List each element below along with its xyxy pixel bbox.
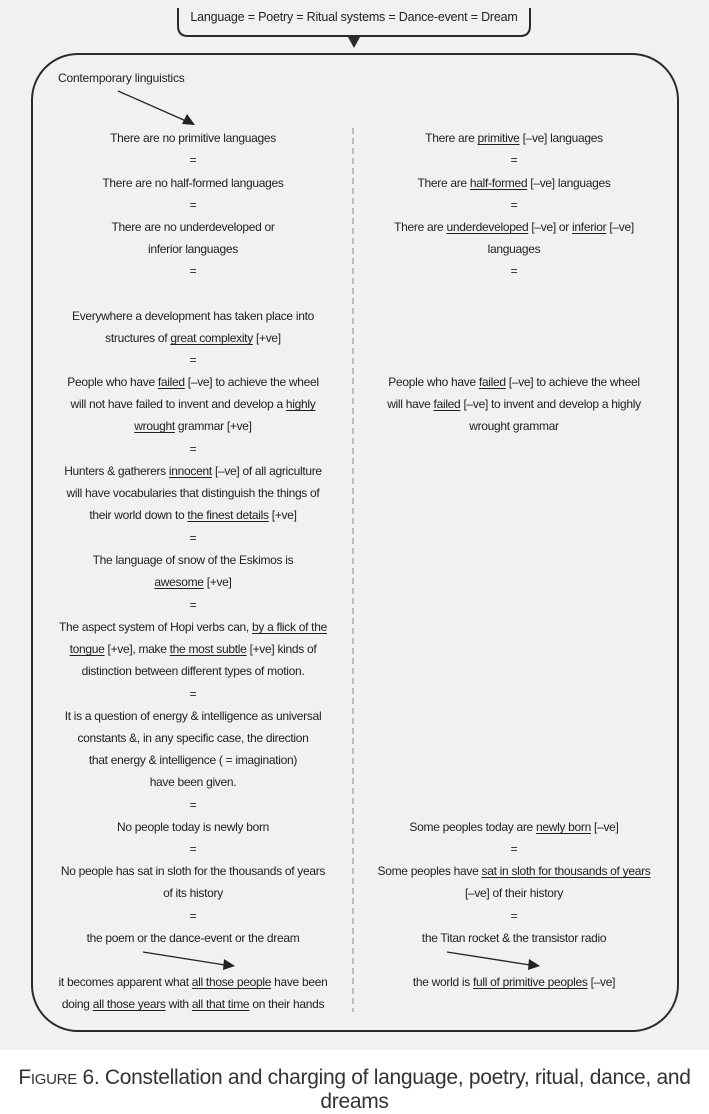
text-segment: Some peoples have [377,864,482,878]
text-segment: = [510,842,518,856]
text-segment: There are no primitive languages [110,131,276,145]
left-statement-l3 [43,172,343,194]
text-segment: There are [394,220,447,234]
underlined-phrase: half-formed [469,176,528,190]
text-segment: = [189,798,197,812]
text-segment: [–ve] [587,975,616,989]
text-segment: doing [61,997,93,1011]
left-statement-l9 [43,371,343,437]
text-segment: No people has sat in sloth for the thousands of years [60,864,326,878]
left-statement-l10 [43,438,343,460]
text-segment: [+ve] [268,508,297,522]
text-segment: = [189,842,197,856]
text-segment: There are no half-formed languages [102,176,284,190]
left-statement-l8 [43,349,343,371]
text-segment: = [510,264,518,278]
underlined-phrase: the finest details [187,508,269,522]
text-segment: structures of [105,331,171,345]
left-statement-l1 [43,127,343,149]
caption-initial: F [18,1066,31,1089]
underlined-phrase: all those years [92,997,166,1011]
text-segment: grammar [+ve] [174,419,252,433]
text-segment: = [510,198,518,212]
left-statement-l16 [43,683,343,705]
underlined-phrase: innocent [168,464,212,478]
text-segment: = [189,353,197,367]
context-arrow-line [118,91,186,121]
left-statement-l15 [43,616,343,682]
text-segment: = [189,442,197,456]
underlined-phrase: failed [157,375,185,389]
text-segment: People who have [67,375,158,389]
text-segment: There are no underdeveloped or [111,220,275,234]
caption-text: 6. Constellation and charging of language, poetry, ritual, dance, and dreams [76,1066,691,1113]
text-segment: [+ve] [252,331,281,345]
text-segment: [–ve] of their history [464,886,564,900]
left-statement-l12 [43,527,343,549]
underlined-phrase: primitive [477,131,520,145]
text-segment: [–ve] [606,220,634,234]
text-segment: People who have [388,375,479,389]
left-statement-l21 [43,860,343,904]
text-segment: languages [487,242,541,256]
text-segment: There are [417,176,470,190]
left-statement-l23 [43,927,343,949]
right-statement-r10 [364,860,664,904]
text-segment: of its history [163,886,223,900]
figure-caption [0,1066,709,1114]
header-title: Language = Poetry = Ritual systems = Dance-event = Dream [190,10,518,24]
text-segment: [–ve] to achieve the wheel [505,375,640,389]
right-bottom-arrow-line [447,952,530,965]
text-segment: [+ve] kinds of [246,642,317,656]
text-segment: = [189,909,197,923]
left-statement-l20 [43,838,343,860]
underlined-phrase: great complexity [170,331,253,345]
left-bottom-arrowhead [223,959,235,970]
header-pointer [348,37,360,48]
text-segment: The language of snow of the Eskimos is [92,553,294,567]
underlined-phrase: tongue [69,642,105,656]
underlined-phrase: full of primitive peoples [473,975,588,989]
underlined-phrase: by a flick of the [252,620,327,634]
text-segment: There are [425,131,478,145]
text-segment: = [189,198,197,212]
right-statement-r2 [364,149,664,171]
left-statement-l14 [43,594,343,616]
text-segment: the poem or the dance-event or the dream [86,931,300,945]
underlined-phrase: failed [478,375,506,389]
left-statement-l24 [43,971,343,1015]
text-segment: No people today is newly born [116,820,270,834]
text-segment: constants &, in any specific case, the direction [77,731,309,745]
left-statement-l11 [43,460,343,526]
right-statement-r12 [364,927,664,949]
text-segment: = [510,909,518,923]
left-statement-l7 [43,305,343,349]
right-statement-r1 [364,127,664,149]
right-statement-r7 [364,371,664,437]
left-statement-l5 [43,216,343,260]
right-bottom-arrowhead [528,959,540,970]
text-segment: Everywhere a development has taken place into [72,309,314,323]
left-statement-l6 [43,260,343,282]
text-segment: [–ve] to invent and develop a highly [460,397,641,411]
text-segment: [+ve], make [104,642,170,656]
text-segment: [–ve] [591,820,619,834]
underlined-phrase: wrought [134,419,175,433]
right-statement-r4 [364,194,664,216]
right-statement-r9 [364,838,664,860]
caption-smallcaps: IGURE [30,1071,77,1088]
underlined-phrase: all those people [191,975,272,989]
text-segment: have been given. [149,775,237,789]
text-segment: that energy & intelligence ( = imagination) [88,753,298,767]
underlined-phrase: inferior [572,220,607,234]
right-statement-r6 [364,260,664,282]
text-segment: = [189,531,197,545]
text-segment: [–ve] to achieve the wheel [184,375,319,389]
text-segment: the world is [412,975,473,989]
text-segment: inferior languages [148,242,238,256]
underlined-phrase: all that time [191,997,250,1011]
text-segment: = [510,153,518,167]
left-statement-l4 [43,194,343,216]
text-segment: [+ve] [203,575,232,589]
left-statement-l13 [43,549,343,593]
text-segment: will have [387,397,434,411]
text-segment: with [165,997,192,1011]
text-segment: [–ve] or [528,220,573,234]
text-segment: The aspect system of Hopi verbs can, [59,620,253,634]
left-statement-l19 [43,816,343,838]
right-statement-r5 [364,216,664,260]
text-segment: = [189,264,197,278]
text-segment: [–ve] of all agriculture [211,464,322,478]
text-segment: their world down to [89,508,188,522]
context-label: Contemporary linguistics [58,71,185,85]
text-segment: Hunters & gatherers [64,464,169,478]
underlined-phrase: awesome [154,575,204,589]
text-segment: have been [271,975,328,989]
text-segment: [–ve] languages [519,131,603,145]
underlined-phrase: newly born [535,820,591,834]
text-segment: on their hands [249,997,325,1011]
text-segment: will have vocabularies that distinguish the things of [66,486,320,500]
text-segment: Some peoples today are [409,820,536,834]
right-statement-r11 [364,905,664,927]
underlined-phrase: highly [285,397,316,411]
text-segment: it becomes apparent what [58,975,192,989]
text-segment: = [189,687,197,701]
right-statement-r8 [364,816,664,838]
underlined-phrase: underdeveloped [446,220,529,234]
text-segment: will not have failed to invent and develop a [70,397,286,411]
right-statement-r3 [364,172,664,194]
text-segment: distinction between different types of motion. [81,664,305,678]
text-segment: = [189,598,197,612]
text-segment: It is a question of energy & intelligence as universal [64,709,322,723]
underlined-phrase: sat in sloth for thousands of years [481,864,651,878]
text-segment: the Titan rocket & the transistor radio [421,931,607,945]
left-statement-l22 [43,905,343,927]
right-statement-r13 [364,971,664,993]
underlined-phrase: failed [433,397,461,411]
text-segment: = [189,153,197,167]
left-statement-l18 [43,794,343,816]
left-statement-l2 [43,149,343,171]
underlined-phrase: the most subtle [169,642,247,656]
left-statement-l17 [43,705,343,793]
left-bottom-arrow-line [143,952,225,965]
text-segment: [–ve] languages [527,176,611,190]
text-segment: wrought grammar [469,419,559,433]
